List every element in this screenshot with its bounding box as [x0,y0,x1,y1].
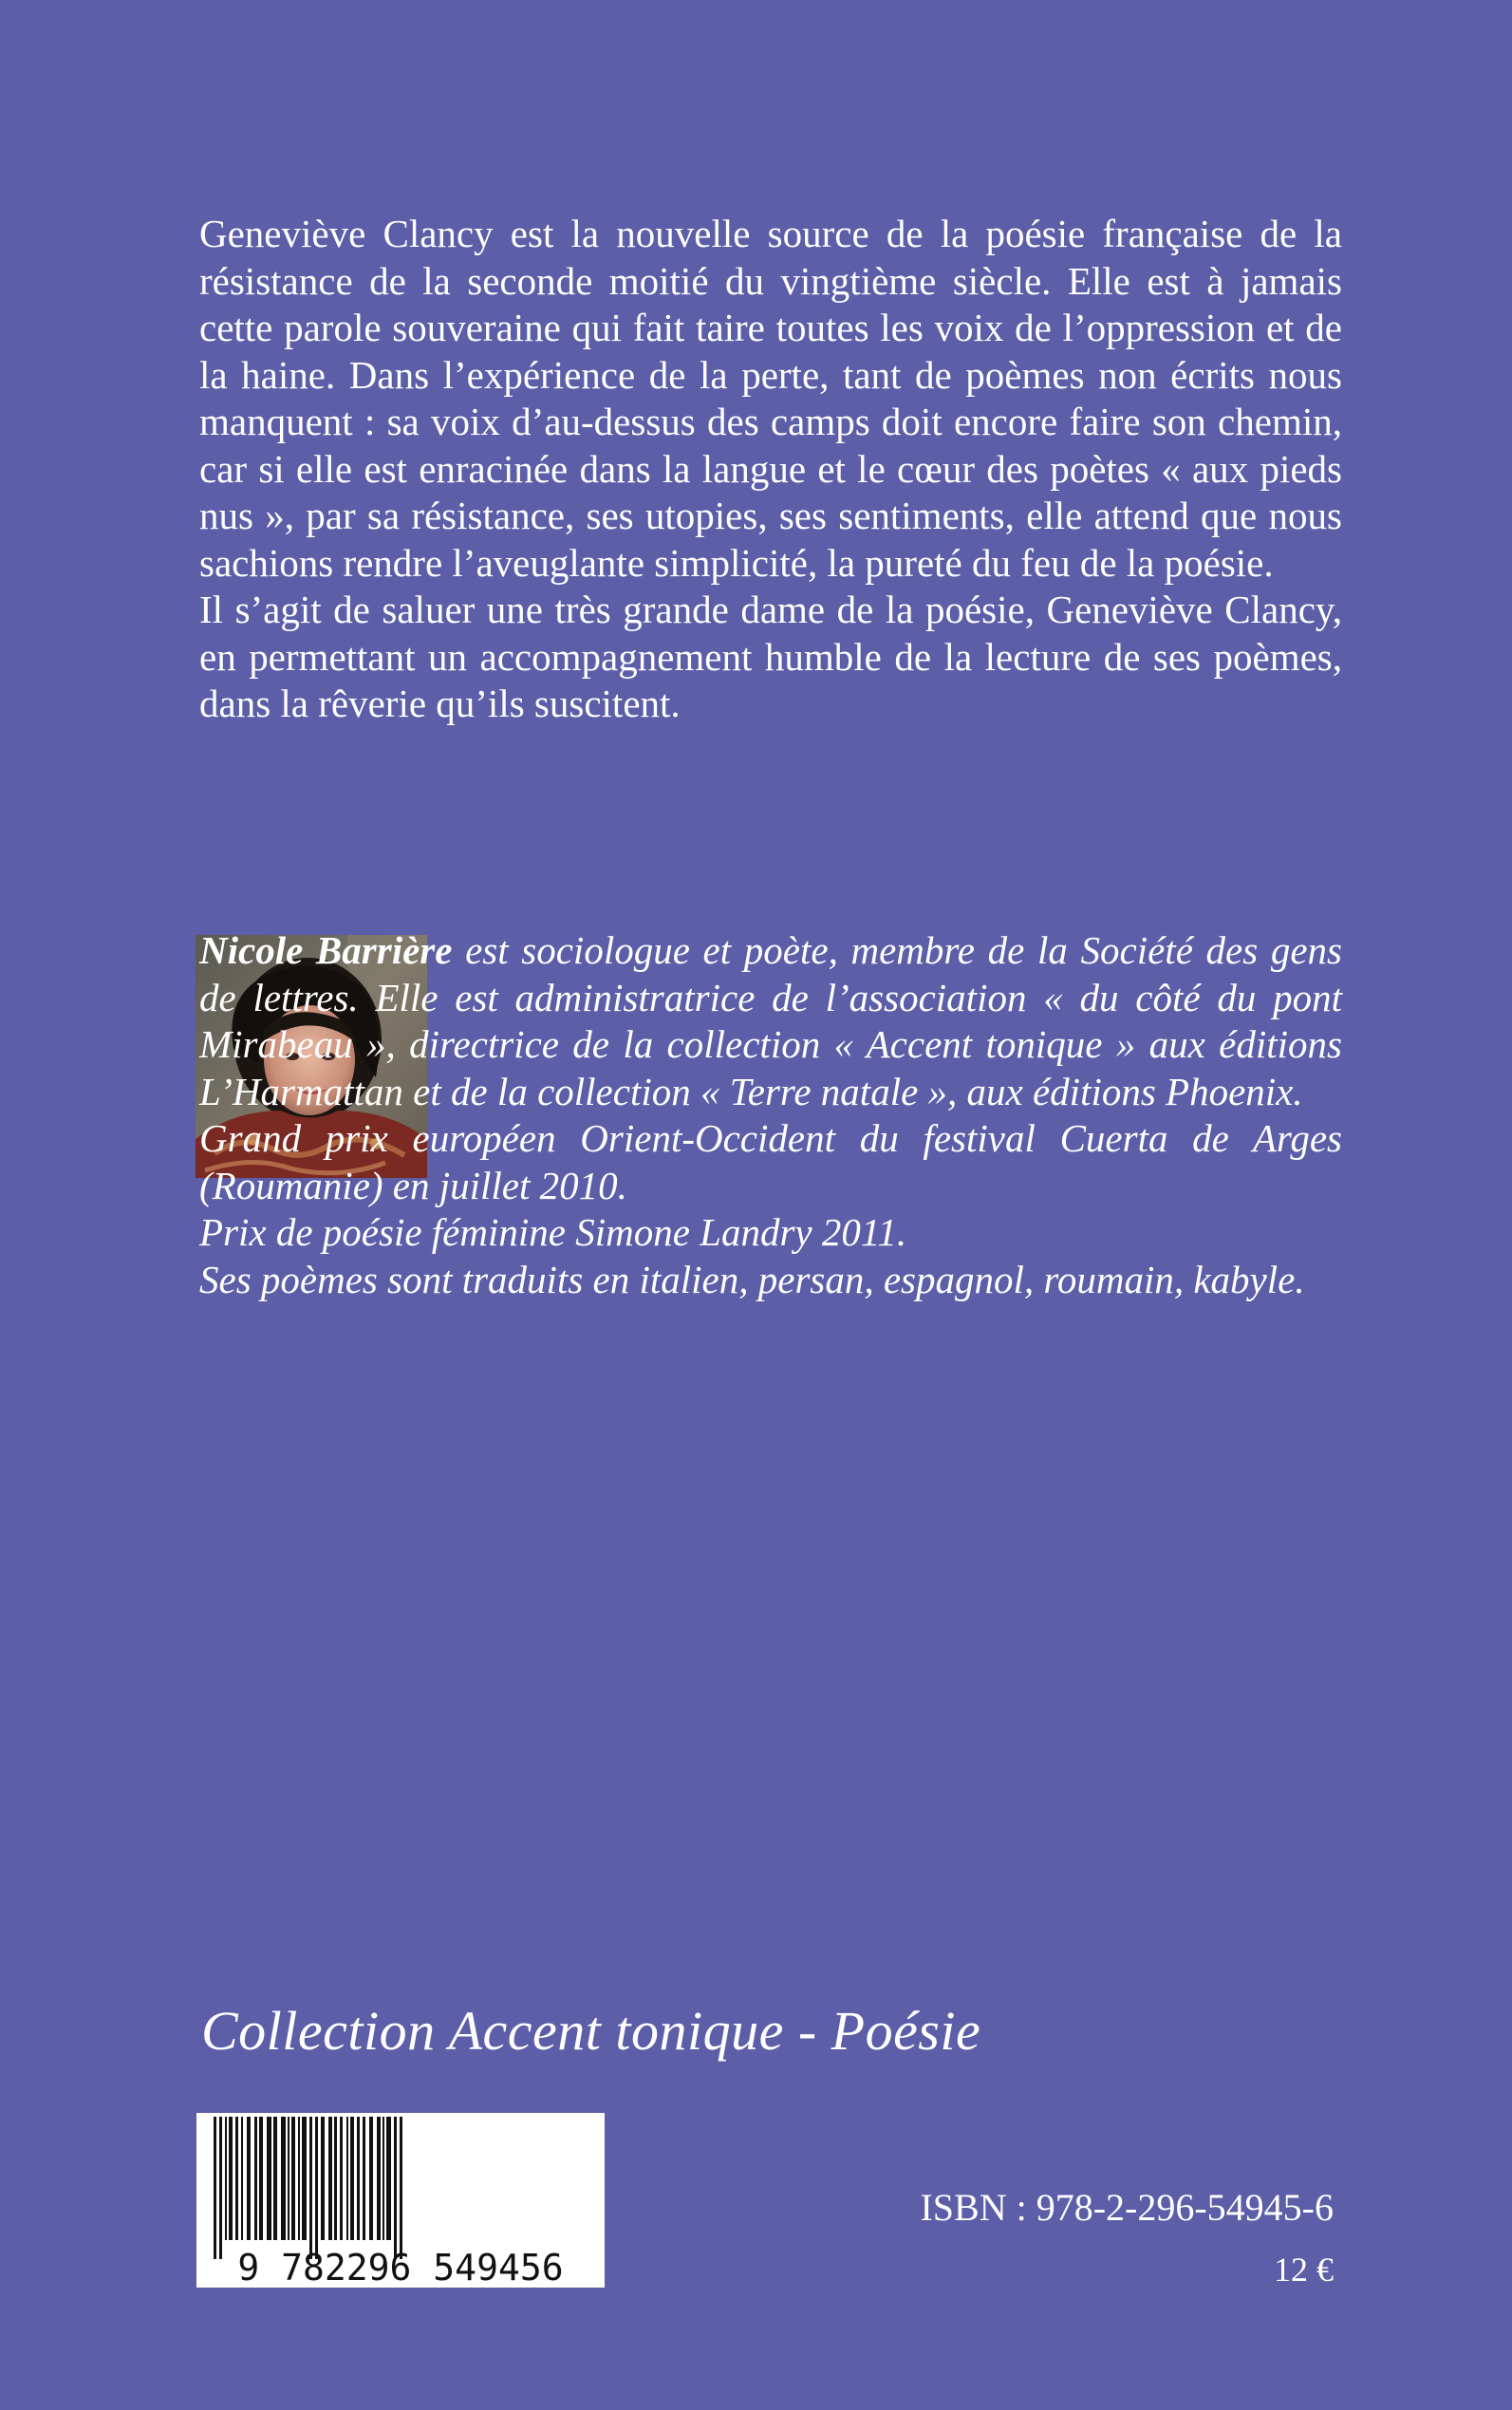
barcode-bar [225,2117,227,2240]
barcode-bar [321,2117,325,2240]
barcode-bar [291,2117,295,2240]
price: 12 € [1274,2251,1334,2289]
barcode-bar [363,2117,365,2240]
barcode-bar [328,2117,332,2240]
author-name: Nicole Barrière [199,928,453,972]
collection-title: Collection Accent tonique - Poésie [201,2000,981,2062]
barcode-bar [273,2117,277,2240]
barcode-digits: 9 782296 549456 [237,2247,564,2288]
barcode-bar [350,2117,354,2240]
barcode-bar [219,2117,222,2259]
barcode-bar [302,2117,307,2240]
barcode-bar [357,2117,360,2240]
intro-paragraph-1: Geneviève Clancy est la nouvelle source de la poésie française de la résistance de la seconde moitié du vingtième siècle. Elle est à jamais cette parole souveraine qui fait taire toutes les voix de l’oppression et de la haine. Dans l’expérience de la perte, tant de poèmes non écrits nous manquent : sa voix d’au-dessus des camps doit encore faire son chemin, car si elle est enracinée dans la langue et le cœur des poètes « aux pieds nus », par sa résistance, ses utopies, ses sentiments, elle attend que nous sachions rendre l’aveuglante simplicité, la pureté du feu de la poésie. [199,212,1342,585]
barcode-bar [315,2117,318,2259]
barcode-bar [247,2117,251,2240]
intro-text [199,211,1342,728]
barcode-bar [235,2117,238,2240]
barcode-bar [309,2117,312,2259]
barcode-bar [346,2117,348,2240]
bio-award-1: Grand prix européen Orient-Occident du festival Cuerta de Arges (Roumanie) en juillet 2010. [199,1116,1342,1207]
bio-award-2: Prix de poésie féminine Simone Landry 2011. [199,1210,907,1254]
barcode-bar [383,2117,384,2240]
barcode-bar [267,2117,271,2240]
isbn: ISBN : 978-2-296-54945-6 [920,2186,1334,2229]
barcode-bar [298,2117,300,2240]
barcode-bar [241,2117,243,2240]
barcode-bar [281,2117,286,2240]
barcode-bar [288,2117,289,2240]
bio-translations: Ses poèmes sont traduits en italien, persan, espagnol, roumain, kabyle. [199,1257,1305,1301]
barcode-bar [400,2117,402,2259]
bio-description: est sociologue et poète, membre de la Société des gens de lettres. Elle est administratrice de l’association « du côté du pont Mirabeau », directrice de la collection « Accent tonique » aux éditions L’Harmattan et de la collection « Terre natale », aux éditions Phoenix. [199,928,1342,1113]
author-bio [199,927,1342,1303]
barcode-bar [340,2117,343,2240]
barcode-bar [254,2117,257,2240]
barcode-bar [229,2117,233,2240]
barcode [196,2113,605,2288]
bio-intro [199,927,1342,1115]
barcode-bar [259,2117,263,2240]
barcode-bar [386,2117,391,2240]
intro-paragraph-2: Il s’agit de saluer une très grande dame de la poésie, Geneviève Clancy, en permettant un accompagnement humble de la lecture de ses poèmes, dans la rêverie qu’ils suscitent. [199,588,1342,725]
barcode-bar [377,2117,381,2240]
barcode-bar [214,2117,216,2259]
barcode-bar [369,2117,373,2240]
barcode-bar [334,2117,337,2240]
barcode-bar [394,2117,397,2259]
